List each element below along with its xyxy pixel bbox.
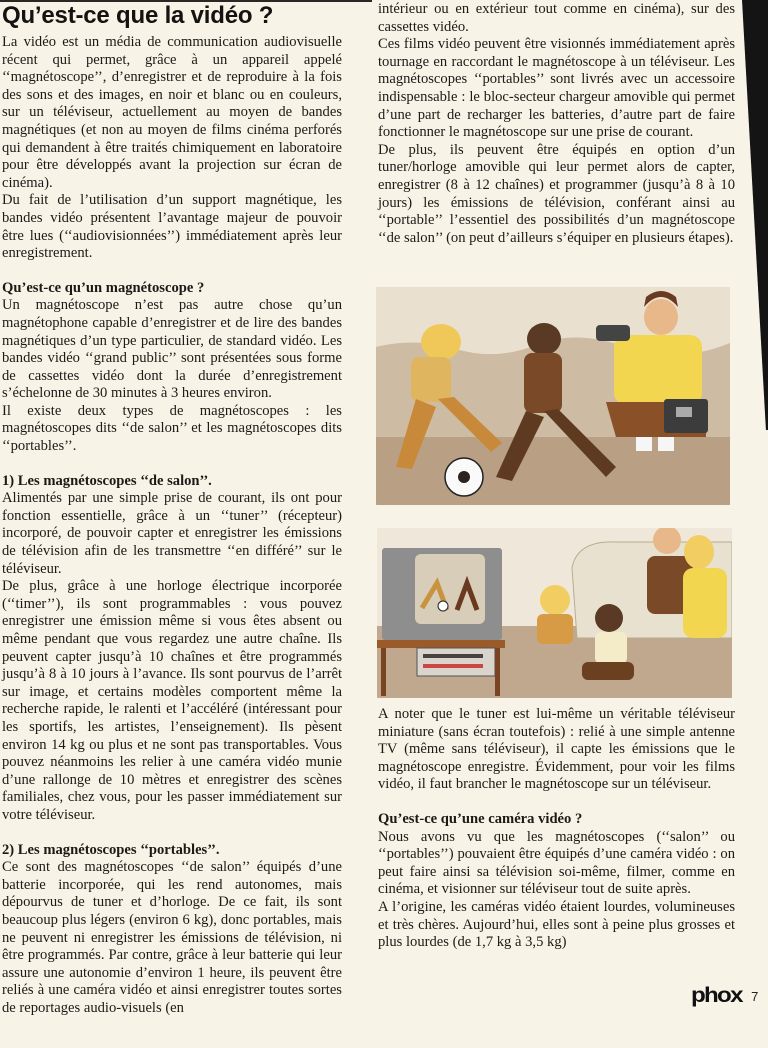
page-footer bbox=[691, 985, 758, 1007]
section-heading-camera: Qu’est-ce qu’une caméra vidéo ? bbox=[378, 810, 583, 827]
body-paragraph: Nous avons vu que les magnétoscopes (‘‘salon’’ ou ‘‘portables’’) pouvaient être équipés d’une caméra vidéo : on peut faire ainsi sa télévision soi-même, filmer, comme en cinéma, et visionner sur téléviseur tout de suite après. bbox=[378, 828, 735, 898]
body-paragraph: Ce sont des magnétoscopes ‘‘de salon’’ équipés d’une batterie incorporée, qui les rend autonomes, mais dépourvus de tuner et d’horloge. De ce fait, ils sont beaucoup plus légers (environ 6 kg), donc portables, mais ne peuvent ni enregistrer les émissions de télévision, ni être programmés. Par contre, grâce à leur batterie qui leur assure une autonomie d’environ 1 heure, ils peuvent être reliés à une caméra vidéo et ainsi enregistrer toutes sortes de reportages audio-visuels (en bbox=[2, 859, 342, 1016]
illustration-graphic bbox=[376, 287, 730, 505]
scan-edge-shadow bbox=[742, 0, 768, 430]
page-title: Qu’est-ce que la vidéo ? bbox=[2, 2, 274, 29]
intro-paragraph: La vidéo est un média de communication audiovisuelle récent qui permet, grâce à un appareil appelé ‘‘magnétoscope’’, d’enregistrer et de reproduire à la fois des sons et des images, en noir et blanc ou en couleurs, sur un téléviseur, actuellement au moyen de bandes magnétiques (et non au moyen de films cinéma perforés qui demandent à être traités chimiquement en laboratoire pour être développés avant la projection sur écran de cinéma). bbox=[2, 34, 342, 191]
section-heading-portables: 2) Les magnétoscopes ‘‘portables’’. bbox=[2, 841, 220, 858]
section-heading-magnetoscope: Qu’est-ce qu’un magnétoscope ? bbox=[2, 279, 205, 296]
body-paragraph: Alimentés par une simple prise de courant, ils ont pour fonction essentielle, grâce à un ‘‘tuner’’ (récepteur) incorporé, de pouvoir capter et enregistrer les émissions de télévision afin de les transmettre ‘‘en différé’’ sur le téléviseur. bbox=[2, 490, 342, 577]
intro-paragraph: Du fait de l’utilisation d’un support magnétique, les bandes vidéo présentent l’avantage majeur de pouvoir être lues (‘‘audiovisionnées’’) immédiatement après leur enregistrement. bbox=[2, 192, 342, 262]
body-paragraph: intérieur ou en extérieur tout comme en cinéma), sur des cassettes vidéo. bbox=[378, 1, 735, 35]
body-paragraph: De plus, grâce à une horloge électrique incorporée (‘‘timer’’), ils sont programmables : vous pouvez enregistrer une émission même si vous êtes absent ou même pendant que vous regardez une autre chaîne. Ils peuvent capter jusqu’à 10 chaînes et être programmés jusqu’à 8 à 10 jours à l’avance. Ils sont pourvus de l’arrêt sur image, et certains modèles comportent même la recherche rapide, le ralenti et l’accéléré (intéressant pour les sportifs, les artistes, l’enseignement). Ils pèsent environ 14 kg ou plus et ne sont pas transportables. Vous pouvez néanmoins les relier à une caméra vidéo munie d’une rallonge de 10 mètres et enregistrer des scènes familiales, chez vous, pour les passer immédiatement sur votre téléviseur. bbox=[2, 578, 342, 823]
illustration-filming-football bbox=[376, 287, 730, 505]
left-column bbox=[2, 34, 342, 1017]
tuner-note-paragraph: A noter que le tuner est lui-même un véritable téléviseur miniature (sans écran toutefois) : relié à une simple antenne TV (même sans téléviseur), il capte les émissions que le magnétoscope enregistre. Évidemment, pour voir les films vidéo, il faut brancher le magnétoscope sur un téléviseur. bbox=[378, 706, 735, 793]
body-paragraph: Un magnétoscope n’est pas autre chose qu’un magnétophone capable d’enregistrer et de lire des bandes magnétiques d’un type particulier, de standard vidéo. Les bandes vidéo ‘‘grand public’’ sont présentées sous forme de cassettes vidéo dont la durée d’enregistrement s’échelonne de 30 minutes à 3 heures environ. bbox=[2, 297, 342, 402]
right-column-lower bbox=[378, 706, 735, 952]
page-number: 7 bbox=[751, 988, 759, 1004]
body-paragraph: Ces films vidéo peuvent être visionnés immédiatement après tournage en raccordant le magnétoscope à un téléviseur. Les magnétoscopes ‘‘portables’’ sont livrés avec un accessoire indispensable : le bloc-secteur chargeur amovible qui permet d’une part de recharger les batteries, d’autre part de faire fonctionner le magnétoscope sur une prise de courant. bbox=[378, 36, 735, 141]
section-heading-salon: 1) Les magnétoscopes ‘‘de salon’’. bbox=[2, 472, 212, 489]
right-column-upper bbox=[378, 1, 735, 247]
publisher-logo: phox bbox=[691, 984, 742, 1007]
body-paragraph: De plus, ils peuvent être équipés en option d’un tuner/horloge amovible qui leur permet alors de capter, enregistrer (8 à 12 chaînes) et programmer (jusqu’à 8 à 10 jours) les émissions de télévision, conférant ainsi au ‘‘portable’’ l’essentiel des possibilités d’un magnétoscope ‘‘de salon’’ (on peut d’ailleurs s’équiper en plusieurs étapes). bbox=[378, 141, 735, 246]
body-paragraph: Il existe deux types de magnétoscopes : les magnétoscopes dits ‘‘de salon’’ et les magnétoscopes dits ‘‘portables’’. bbox=[2, 402, 342, 455]
body-paragraph: A l’origine, les caméras vidéo étaient lourdes, volumineuses et très chères. Aujourd’hui, elles sont à peine plus grosses et plus lourdes (de 1,7 kg à 3,5 kg) bbox=[378, 898, 735, 951]
illustration-family-watching-tv bbox=[377, 528, 732, 698]
illustration-graphic bbox=[377, 528, 732, 698]
